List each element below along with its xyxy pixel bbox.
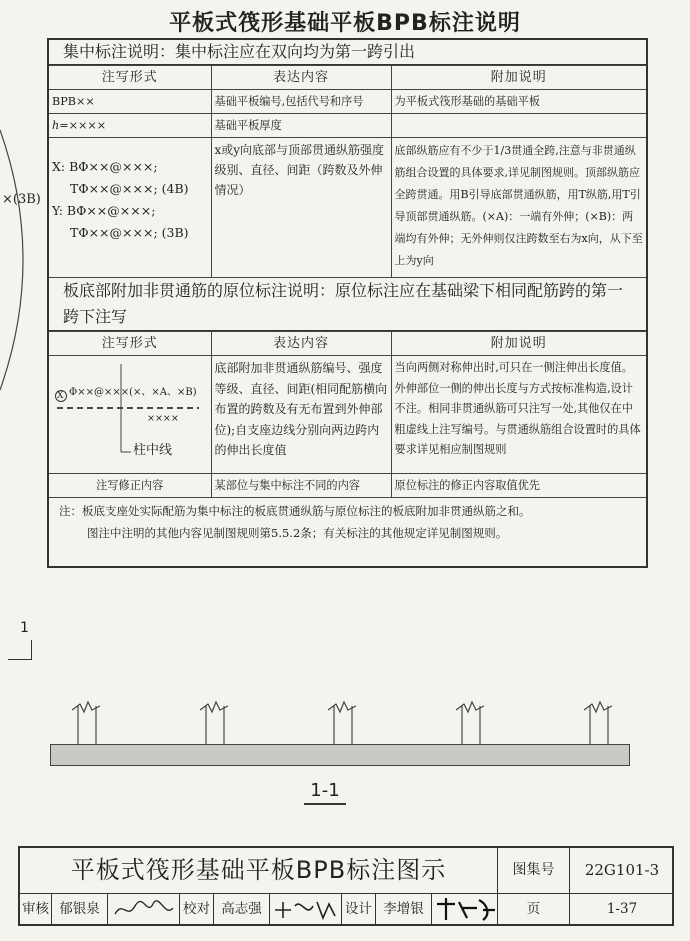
footnote-line: 图注中注明的其他内容见制图规则第5.5.2条；有关标注的其他规定详见制图规则。 — [87, 526, 508, 540]
title-block — [18, 846, 674, 926]
footnote-line: 注：板底支座处实际配筋为集中标注的板底贯通纵筋与原位标注的板底附加非贯通纵筋之和。 — [59, 504, 531, 518]
handwritten-signature-icon — [271, 894, 341, 924]
design-label: 设计 — [342, 894, 376, 926]
cell-content: 基础平板编号,包括代号和序号 — [211, 90, 391, 114]
atlas-number: 22G101-3 — [570, 848, 674, 894]
check-signature — [270, 894, 342, 926]
rebar-line: X: BΦ××@×××; — [52, 159, 158, 174]
review-name: 郁银泉 — [52, 894, 108, 926]
review-signature — [108, 894, 180, 926]
rebar-circle-label: X — [57, 391, 64, 401]
section2-table — [49, 331, 646, 498]
foundation-slab — [50, 744, 630, 766]
cell-form: 注写修正内容 — [49, 474, 211, 498]
table-row — [49, 356, 646, 474]
design-signature — [432, 894, 498, 926]
page-number: 1-37 — [606, 901, 638, 917]
column-centerline-label: 柱中线 — [133, 443, 173, 458]
col-header-form: 注写形式 — [49, 66, 211, 90]
table-row — [49, 114, 646, 138]
rebar-diagram-dim: ×××× — [147, 413, 179, 424]
rebar-line: TΦ××@×××; (3B) — [70, 225, 189, 240]
section1-heading: 集中标注说明：集中标注应在双向均为第一跨引出 — [49, 40, 646, 65]
cell-form — [49, 356, 211, 474]
drawing-title: 平板式筏形基础平板BPB标注图示 — [20, 848, 498, 894]
cell-content: 基础平板厚度 — [211, 114, 391, 138]
cell-note: 底部纵筋应有不少于1/3贯通全跨,注意与非贯通纵筋组合设置的具体要求,详见制图规则。顶部纵筋应全跨贯通。用B引导底部贯通纵筋，用T纵筋,用T引导顶部贯通纵筋。(×A)：一端有外伸；(×B)：两端均有外伸；无外伸则仅注跨数至右为x向，从下至上为y向 — [391, 138, 646, 278]
section-label: 1-1 — [310, 780, 340, 801]
cell-form — [49, 138, 211, 278]
table-row — [49, 474, 646, 498]
col-header-note: 附加说明 — [391, 332, 646, 356]
margin-bracket — [8, 640, 32, 660]
section1-table — [49, 65, 646, 278]
cell-note: 当向两侧对称伸出时,可只在一侧注伸出长度值。外伸部位一侧的伸出长度与方式按标准构造,设计不注。相同非贯通纵筋可只注写一处,其他仅在中粗虚线上注写编号。与贯通纵筋组合设置时的具体要求详见相应制图规则 — [391, 356, 646, 474]
page-title: 平板式筏形基础平板BPB标注说明 — [169, 11, 521, 36]
margin-number: 1 — [20, 620, 29, 636]
col-header-note: 附加说明 — [391, 66, 646, 90]
rebar-line: TΦ××@×××; (4B) — [70, 181, 189, 196]
cell-content: x或y向底部与顶部贯通纵筋强度级别、直径、间距（跨数及外伸情况） — [211, 138, 391, 278]
rebar-line: Y: BΦ××@×××; — [52, 203, 156, 218]
footnote — [49, 498, 646, 546]
spec-table-box — [47, 38, 648, 568]
cell-note: 原位标注的修正内容取值优先 — [391, 474, 646, 498]
col-header-content: 表达内容 — [211, 332, 391, 356]
handwritten-signature-icon — [109, 894, 179, 924]
check-label: 校对 — [180, 894, 214, 926]
cell-content: 底部附加非贯通纵筋编号、强度等级、直径、间距(相同配筋横向布置的跨数及有无布置到外伸部位);自支座边线分别向两边跨内的伸出长度值 — [211, 356, 391, 474]
atlas-label: 图集号 — [498, 848, 570, 894]
cell-note: 为平板式筏形基础的基础平板 — [391, 90, 646, 114]
handwritten-signature-icon — [433, 894, 497, 924]
review-label: 审核 — [20, 894, 52, 926]
cell-form: BPB×× — [49, 90, 211, 114]
rebar-diagram-text: Φ××@×××(×、×A、×B) — [69, 387, 197, 398]
check-name: 高志强 — [214, 894, 270, 926]
cell-note — [391, 114, 646, 138]
cell-content: 某部位与集中标注不同的内容 — [211, 474, 391, 498]
rebar-diagram — [49, 356, 209, 472]
section-underline — [304, 803, 346, 805]
page-label: 页 — [498, 894, 570, 926]
column-stubs — [0, 690, 690, 750]
cell-form: h=×××× — [49, 114, 211, 138]
col-header-form: 注写形式 — [49, 332, 211, 356]
table-row — [49, 90, 646, 114]
margin-side-label: ×(3B) — [2, 192, 41, 207]
signature-row — [20, 894, 674, 926]
design-name: 李增银 — [376, 894, 432, 926]
section2-heading: 板底部附加非贯通筋的原位标注说明：原位标注应在基础梁下相同配筋跨的第一跨下注写 — [49, 278, 646, 331]
col-header-content: 表达内容 — [211, 66, 391, 90]
table-row — [49, 138, 646, 278]
